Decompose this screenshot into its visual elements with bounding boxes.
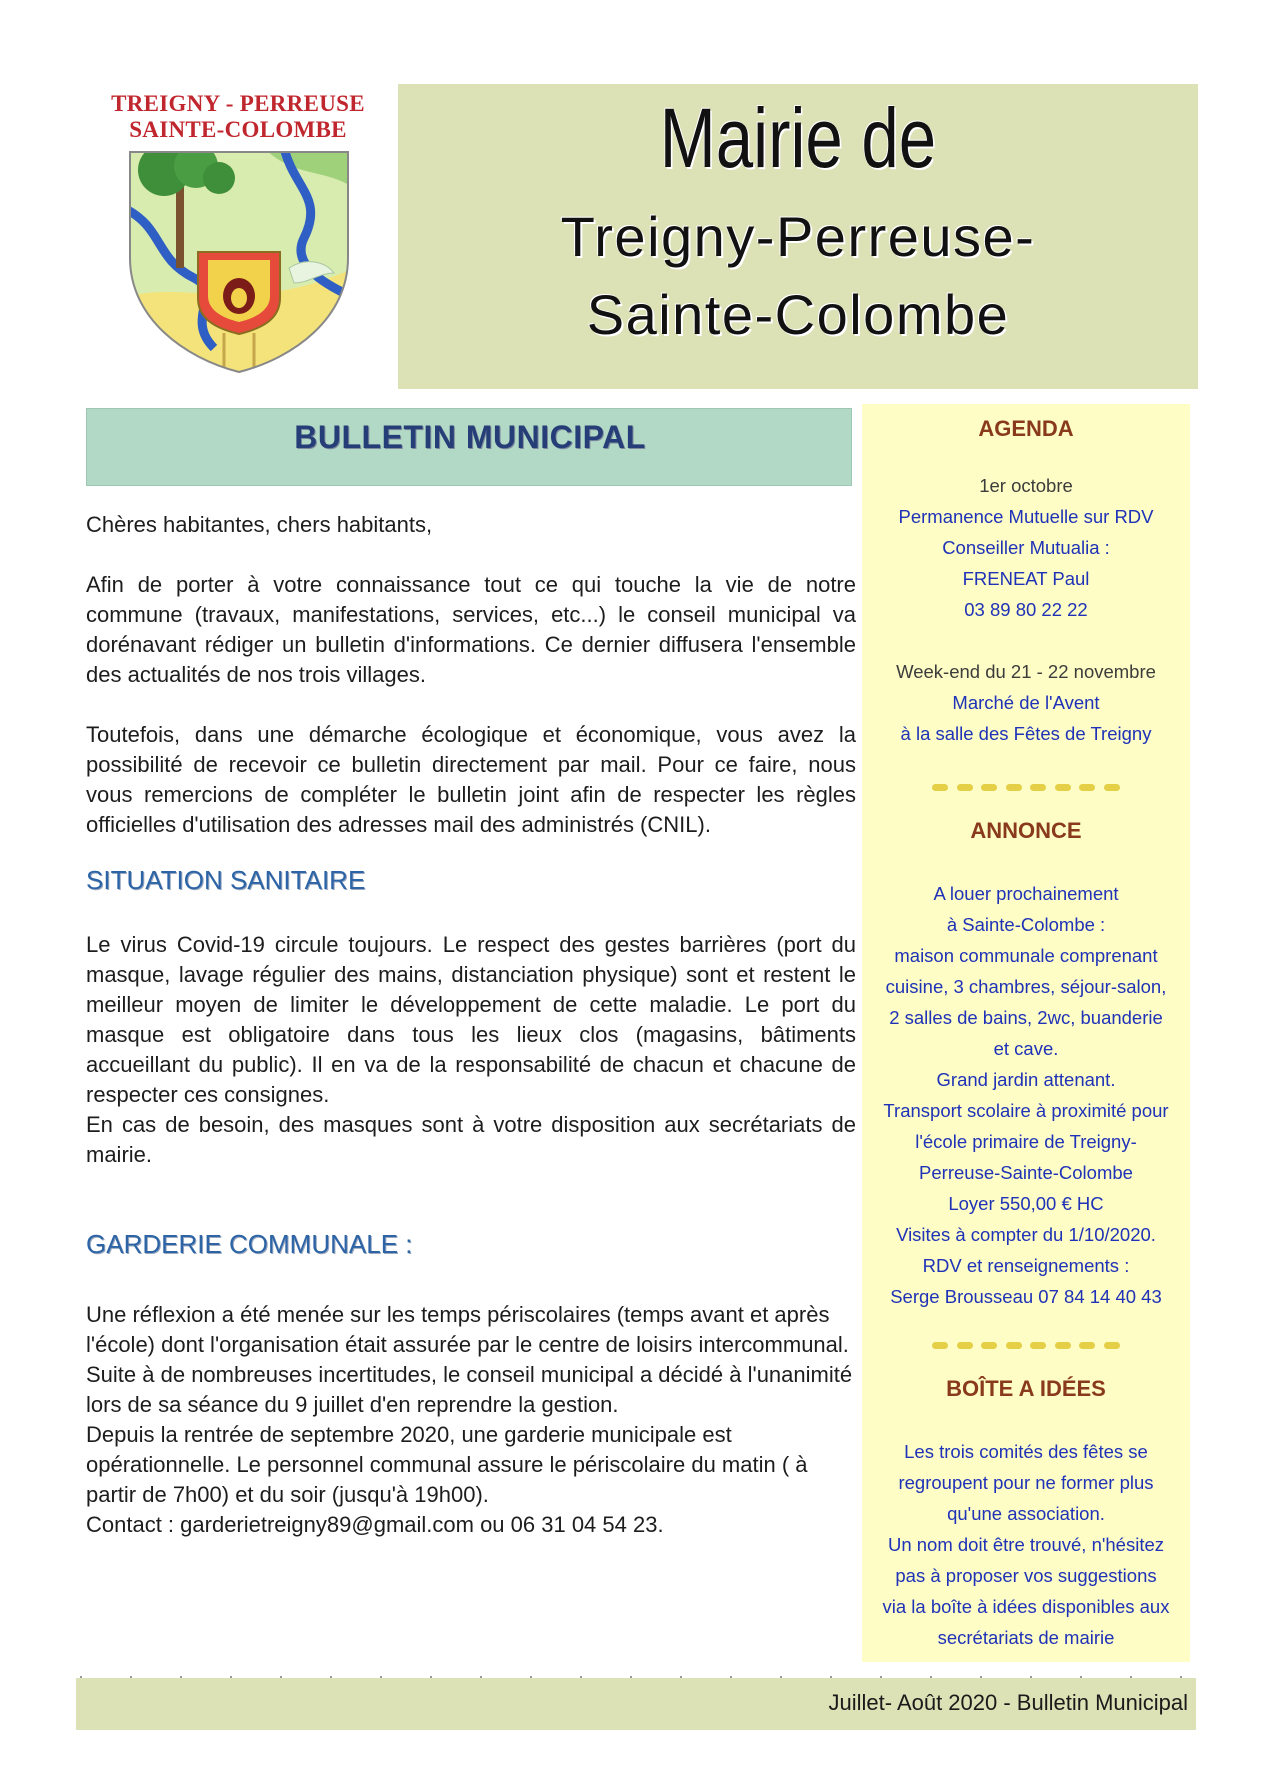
agenda-date-1: 1er octobre (979, 475, 1073, 496)
agenda-event-1-line: 03 89 80 22 22 (964, 599, 1088, 620)
agenda-date-2: Week-end du 21 - 22 novembre (896, 661, 1156, 682)
annonce-line: l'école primaire de Treigny- (915, 1131, 1137, 1152)
annonce-line: A louer prochainement (933, 883, 1119, 904)
footer-text: Juillet- Août 2020 - Bulletin Municipal (828, 1690, 1188, 1715)
shield-icon (124, 148, 354, 376)
annonce-heading: ANNONCE (970, 818, 1082, 843)
section-heading-sanitaire: SITUATION SANITAIRE (86, 865, 366, 895)
header-title-box (398, 84, 1198, 389)
annonce-line: 2 salles de bains, 2wc, buanderie (889, 1007, 1163, 1028)
sidebar (862, 404, 1190, 1662)
sanitaire-paragraph-1: Le virus Covid-19 circule toujours. Le respect des gestes barrières (port du masque, lavage régulier des mains, distanciation physique) sont et restent le meilleur moyen de limiter le développement de cette maladie. Le port du masque est obligatoire dans tous les lieux clos (magasins, bâtiments accueillant du public). Il en va de la responsabilité de chacun et chacune de respecter ces consignes. (86, 932, 856, 1107)
annonce-line: cuisine, 3 chambres, séjour-salon, (885, 976, 1167, 997)
annonce-line: maison communale comprenant (894, 945, 1158, 966)
annonce-line: Loyer 550,00 € HC (948, 1193, 1104, 1214)
idees-line: qu'une association. (947, 1503, 1105, 1524)
annonce-line: Serge Brousseau 07 84 14 40 43 (890, 1286, 1162, 1307)
agenda-event-1-line: Conseiller Mutualia : (942, 537, 1110, 558)
annonce-line: Visites à compter du 1/10/2020. (896, 1224, 1156, 1245)
idees-line: via la boîte à idées disponibles aux (882, 1596, 1170, 1617)
annonce-line: Grand jardin attenant. (936, 1069, 1116, 1090)
crest-name-line2: SAINTE-COLOMBE (129, 117, 347, 142)
main-column (86, 510, 856, 1540)
intro-paragraph-1: Afin de porter à votre connaissance tout ce qui touche la vie de notre commune (travaux, manifestations, services, etc...) le conseil municipal va dorénavant rédiger un bulletin d'informations. Ce dernier diffusera l'ensemble des actualités de nos trois villages. (86, 572, 856, 687)
section-divider (932, 784, 1120, 794)
title-commune-line2: Sainte-Colombe (586, 283, 1010, 346)
idees-heading: BOÎTE A IDÉES (946, 1376, 1106, 1401)
bulletin-banner (86, 408, 852, 486)
title-mairie: Mairie de (659, 91, 937, 185)
annonce-line: et cave. (993, 1038, 1059, 1059)
annonce-line: Perreuse-Sainte-Colombe (919, 1162, 1133, 1183)
annonce-line: à Sainte-Colombe : (946, 914, 1106, 935)
coat-of-arms (88, 84, 388, 384)
agenda-heading: AGENDA (978, 416, 1074, 441)
annonce-line: RDV et renseignements : (922, 1255, 1130, 1276)
agenda-event-2-line: Marché de l'Avent (952, 692, 1100, 713)
intro-paragraph-2: Toutefois, dans une démarche écologique et économique, vous avez la possibilité de recevoir ce bulletin directement par mail. Pour ce faire, nous vous remercions de compléter le bulletin joint afin de respecter les règles officielles d'utilisation des adresses mail des administrés (CNIL). (86, 722, 856, 837)
garderie-contact: Contact : garderietreigny89@gmail.com ou 06 31 04 54 23. (86, 1512, 664, 1537)
title-commune-line1: Treigny-Perreuse- (560, 205, 1036, 268)
sanitaire-paragraph-2: En cas de besoin, des masques sont à votre disposition aux secrétariats de mairie. (86, 1112, 856, 1167)
footer-bar (76, 1678, 1196, 1730)
garderie-paragraph-1: Une réflexion a été menée sur les temps périscolaires (temps avant et après l'école) dont l'organisation était assurée par le centre de loisirs intercommunal. Suite à de nombreuses incertitudes, le conseil municipal a décidé à l'unanimité lors de sa séance du 9 juillet d'en reprendre la gestion. (86, 1302, 853, 1417)
section-divider (932, 1342, 1120, 1352)
agenda-event-1-line: FRENEAT Paul (962, 568, 1090, 589)
idees-line: pas à proposer vos suggestions (895, 1565, 1157, 1586)
idees-line: Un nom doit être trouvé, n'hésitez (887, 1534, 1165, 1555)
agenda-event-1-line: Permanence Mutuelle sur RDV (898, 506, 1154, 527)
annonce-line: Transport scolaire à proximité pour (883, 1100, 1169, 1121)
crest-name-line1: TREIGNY - PERREUSE (111, 91, 365, 116)
idees-line: secrétariats de mairie (937, 1627, 1115, 1648)
garderie-paragraph-2: Depuis la rentrée de septembre 2020, une garderie municipale est opérationnelle. Le personnel communal assure le périscolaire du matin ( à partir de 7h00) et du soir (jusqu'à 19h00). (86, 1422, 808, 1507)
greeting: Chères habitantes, chers habitants, (86, 512, 433, 537)
bulletin-title: BULLETIN MUNICIPAL (294, 419, 646, 455)
section-heading-garderie: GARDERIE COMMUNALE : (86, 1229, 413, 1259)
idees-line: Les trois comités des fêtes se (904, 1441, 1148, 1462)
idees-line: regroupent pour ne former plus (898, 1472, 1154, 1493)
agenda-event-2-line: à la salle des Fêtes de Treigny (900, 723, 1152, 744)
